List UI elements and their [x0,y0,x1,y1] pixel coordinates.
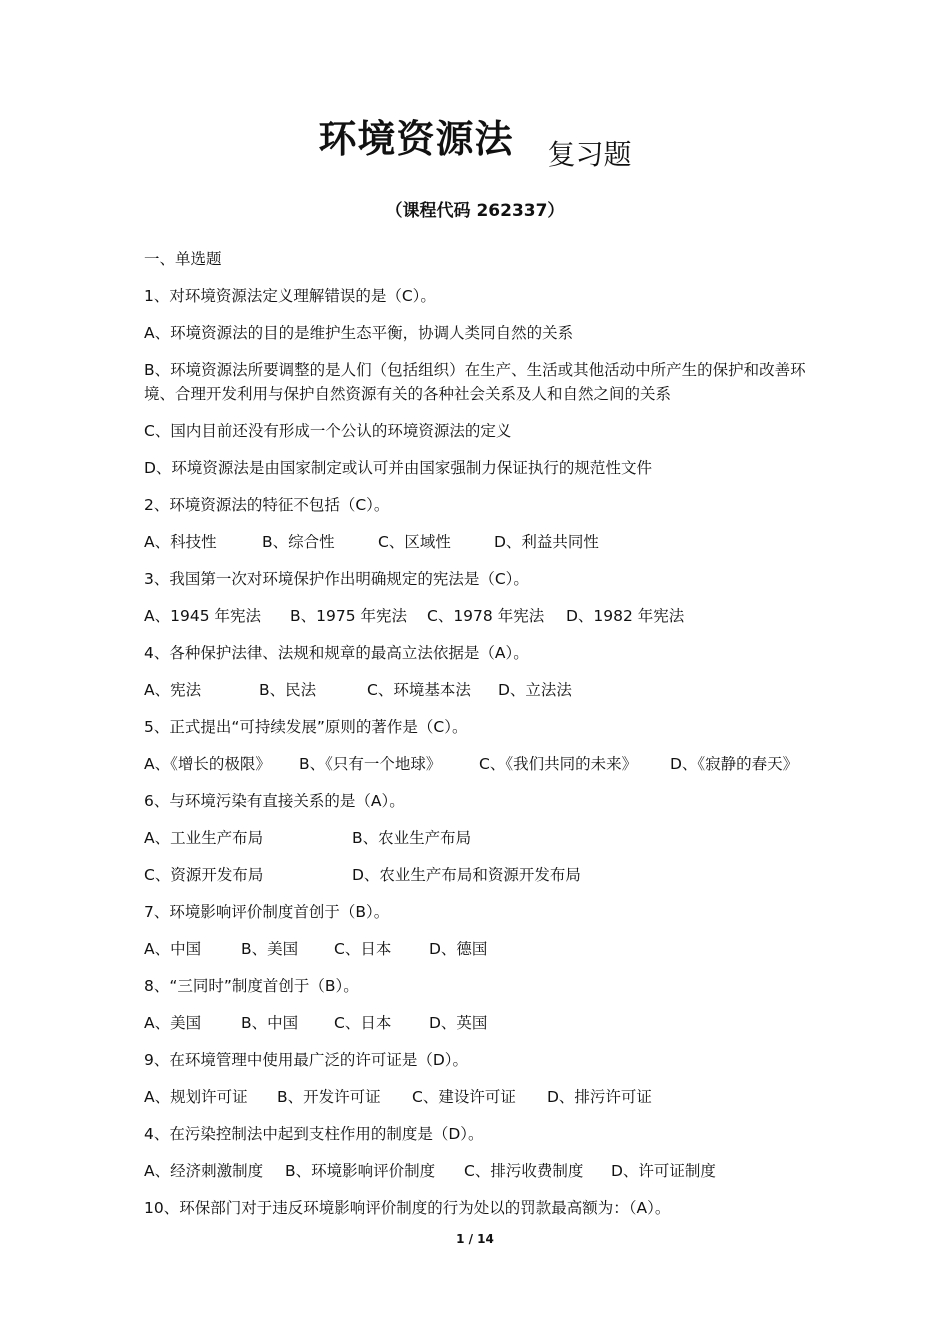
option-item: C、日本 [334,940,392,958]
option-item: D、立法法 [498,681,572,699]
option-row [144,752,824,776]
option-item: B、《只有一个地球》 [299,755,442,773]
option-item: B、1975 年宪法 [290,607,408,625]
option-item: C、资源开发布局 [144,866,264,884]
option-item: C、《我们共同的未来》 [479,755,638,773]
question-text: 2、环境资源法的特征不包括（C）。 [144,496,390,514]
option-item: A、宪法 [144,681,202,699]
option-item: C、排污收费制度 [464,1162,584,1180]
option-row [144,1159,824,1183]
option-row [144,1085,824,1109]
option-item: D、德国 [429,940,488,958]
option-item: D、《寂静的春天》 [670,755,799,773]
option-item: B、民法 [259,681,317,699]
option-item: C、1978 年宪法 [427,607,545,625]
option-item: A、经济刺激制度 [144,1162,264,1180]
option-item: D、1982 年宪法 [566,607,685,625]
course-code: （课程代码 262337） [385,201,565,221]
option-item: C、国内目前还没有形成一个公认的环境资源法的定义 [144,422,512,440]
option-item: D、利益共同性 [494,533,599,551]
option-item: D、许可证制度 [611,1162,716,1180]
option-row [144,1011,824,1035]
question-text: 3、我国第一次对环境保护作出明确规定的宪法是（C）。 [144,570,529,588]
section-heading: 一、单选题 [144,250,222,268]
option-item: A、美国 [144,1014,202,1032]
title-sub: 复习题 [547,138,632,171]
option-item: A、环境资源法的目的是维护生态平衡，协调人类同自然的关系 [144,324,574,342]
option-item: A、中国 [144,940,202,958]
option-item: B、综合性 [262,533,335,551]
option-item: C、建设许可证 [412,1088,516,1106]
option-item: C、环境基本法 [367,681,471,699]
option-item: C、日本 [334,1014,392,1032]
option-item: B、农业生产布局 [352,829,472,847]
document-title [0,108,950,171]
option-item: B、开发许可证 [277,1088,381,1106]
option-item: A、工业生产布局 [144,829,264,847]
option-row [144,678,824,702]
question-text: 8、“三同时”制度首创于（B）。 [144,977,359,995]
question-text: 1、对环境资源法定义理解错误的是（C）。 [144,287,436,305]
option-item: B、美国 [241,940,299,958]
option-item: C、区域性 [378,533,451,551]
option-row [144,863,824,887]
question-list [144,247,824,1233]
question-text: 4、在污染控制法中起到支柱作用的制度是（D）。 [144,1125,484,1143]
question-text: 6、与环境污染有直接关系的是（A）。 [144,792,405,810]
option-row [144,826,824,850]
option-item: B、环境资源法所要调整的是人们（包括组织）在生产、生活或其他活动中所产生的保护和改善环境、合理开发利用与保护自然资源有关的各种社会关系及人和自然之间的关系 [144,361,806,403]
option-item: A、规划许可证 [144,1088,248,1106]
option-item: A、科技性 [144,533,217,551]
option-row [144,530,824,554]
option-item: A、《增长的极限》 [144,755,271,773]
title-main: 环境资源法 [318,116,514,161]
option-item: B、中国 [241,1014,299,1032]
option-item: A、1945 年宪法 [144,607,261,625]
option-item: B、环境影响评价制度 [285,1162,436,1180]
option-item: D、环境资源法是由国家制定或认可并由国家强制力保证执行的规范性文件 [144,459,652,477]
option-item: D、排污许可证 [547,1088,652,1106]
option-row [144,937,824,961]
question-text: 10、环保部门对于违反环境影响评价制度的行为处以的罚款最高额为：（A）。 [144,1199,671,1217]
question-text: 5、正式提出“可持续发展”原则的著作是（C）。 [144,718,468,736]
question-text: 4、各种保护法律、法规和规章的最高立法依据是（A）。 [144,644,529,662]
option-item: D、农业生产布局和资源开发布局 [352,866,581,884]
page-number: 1 / 14 [456,1232,494,1246]
question-text: 9、在环境管理中使用最广泛的许可证是（D）。 [144,1051,469,1069]
question-text: 7、环境影响评价制度首创于（B）。 [144,903,390,921]
option-item: D、英国 [429,1014,488,1032]
option-row [144,604,824,628]
